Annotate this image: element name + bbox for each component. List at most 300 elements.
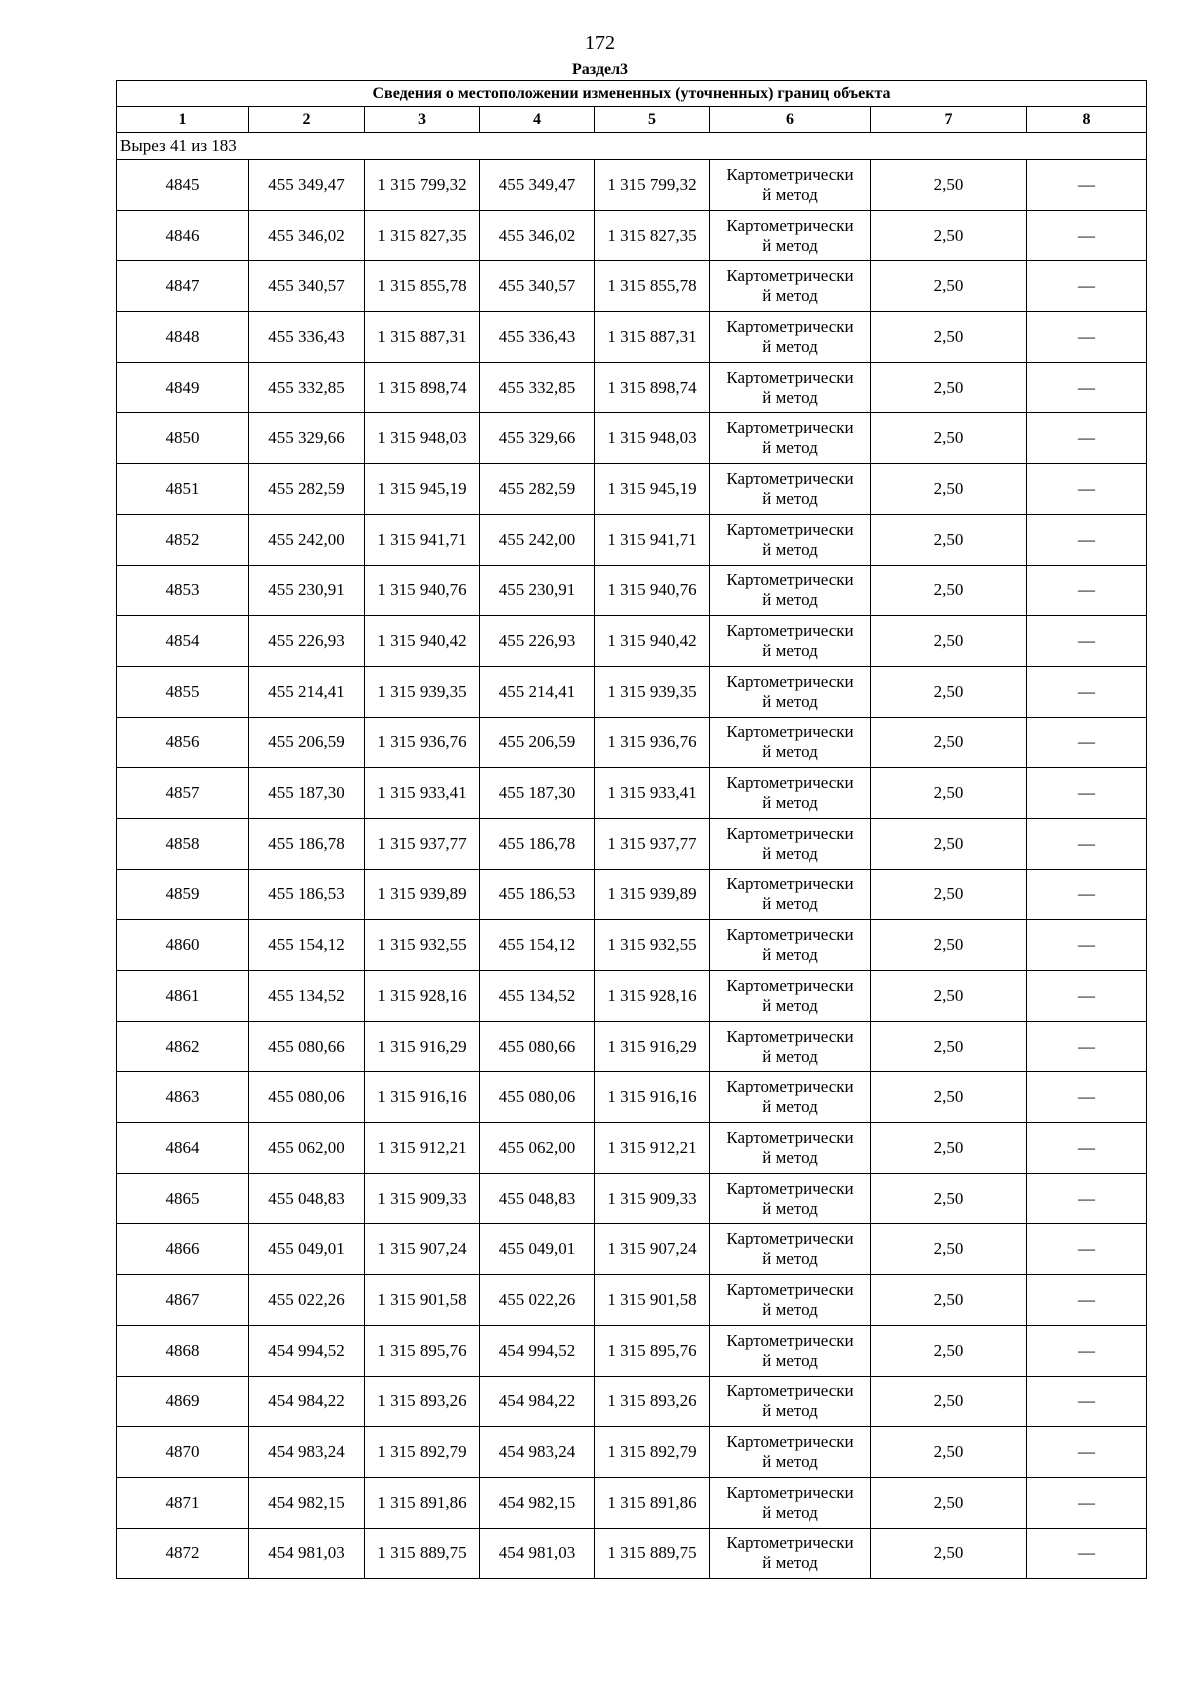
method-line-2: й метод — [762, 843, 818, 863]
accuracy-cell: 2,50 — [871, 1173, 1027, 1224]
method-line-1: Картометрически — [726, 874, 854, 894]
y-value-cell: 1 315 912,21 — [365, 1123, 480, 1174]
note-cell: — — [1027, 920, 1147, 971]
y-value-cell: 1 315 799,32 — [595, 160, 710, 211]
y-value-cell: 1 315 939,35 — [595, 666, 710, 717]
y-value-cell: 1 315 887,31 — [365, 312, 480, 363]
table-body — [117, 133, 1147, 1579]
x-value-cell: 455 134,52 — [249, 971, 365, 1022]
point-number-cell: 4852 — [117, 514, 249, 565]
note-cell: — — [1027, 717, 1147, 768]
point-number-cell: 4847 — [117, 261, 249, 312]
x-value-cell: 455 186,53 — [480, 869, 595, 920]
table-row — [117, 717, 1147, 768]
method-cell — [710, 1477, 871, 1528]
table-row — [117, 1528, 1147, 1579]
method-line-1: Картометрически — [726, 773, 854, 793]
y-value-cell: 1 315 916,29 — [595, 1021, 710, 1072]
method-cell — [710, 717, 871, 768]
y-value-cell: 1 315 945,19 — [365, 464, 480, 515]
method-line-2: й метод — [762, 1097, 818, 1117]
y-value-cell: 1 315 898,74 — [595, 362, 710, 413]
method-cell — [710, 565, 871, 616]
point-number-cell: 4858 — [117, 818, 249, 869]
y-value-cell: 1 315 855,78 — [595, 261, 710, 312]
accuracy-cell: 2,50 — [871, 666, 1027, 717]
method-line-1: Картометрически — [726, 1279, 854, 1299]
x-value-cell: 455 349,47 — [480, 160, 595, 211]
note-cell: — — [1027, 1528, 1147, 1579]
method-line-1: Картометрически — [726, 1026, 854, 1046]
method-line-2: й метод — [762, 1553, 818, 1573]
method-cell — [710, 666, 871, 717]
method-line-2: й метод — [762, 387, 818, 407]
x-value-cell: 455 214,41 — [480, 666, 595, 717]
method-line-2: й метод — [762, 235, 818, 255]
x-value-cell: 455 187,30 — [249, 768, 365, 819]
y-value-cell: 1 315 893,26 — [365, 1376, 480, 1427]
accuracy-cell: 2,50 — [871, 312, 1027, 363]
x-value-cell: 455 134,52 — [480, 971, 595, 1022]
accuracy-cell: 2,50 — [871, 1021, 1027, 1072]
method-line-1: Картометрически — [726, 671, 854, 691]
method-line-1: Картометрически — [726, 418, 854, 438]
x-value-cell: 455 226,93 — [249, 616, 365, 667]
point-number-cell: 4848 — [117, 312, 249, 363]
table-row — [117, 1325, 1147, 1376]
y-value-cell: 1 315 909,33 — [365, 1173, 480, 1224]
x-value-cell: 455 186,78 — [249, 818, 365, 869]
point-number-cell: 4864 — [117, 1123, 249, 1174]
x-value-cell: 455 080,06 — [249, 1072, 365, 1123]
note-cell: — — [1027, 312, 1147, 363]
table-row — [117, 312, 1147, 363]
point-number-cell: 4866 — [117, 1224, 249, 1275]
x-value-cell: 455 049,01 — [480, 1224, 595, 1275]
accuracy-cell: 2,50 — [871, 920, 1027, 971]
accuracy-cell: 2,50 — [871, 160, 1027, 211]
x-value-cell: 455 022,26 — [249, 1275, 365, 1326]
method-cell — [710, 1325, 871, 1376]
accuracy-cell: 2,50 — [871, 616, 1027, 667]
point-number-cell: 4870 — [117, 1427, 249, 1478]
column-number-7: 7 — [871, 107, 1027, 133]
y-value-cell: 1 315 928,16 — [365, 971, 480, 1022]
method-line-1: Картометрически — [726, 570, 854, 590]
y-value-cell: 1 315 948,03 — [595, 413, 710, 464]
y-value-cell: 1 315 891,86 — [595, 1477, 710, 1528]
point-number-cell: 4860 — [117, 920, 249, 971]
accuracy-cell: 2,50 — [871, 1072, 1027, 1123]
method-line-1: Картометрически — [726, 621, 854, 641]
point-number-cell: 4855 — [117, 666, 249, 717]
method-line-1: Картометрически — [726, 1381, 854, 1401]
y-value-cell: 1 315 898,74 — [365, 362, 480, 413]
x-value-cell: 455 206,59 — [249, 717, 365, 768]
y-value-cell: 1 315 928,16 — [595, 971, 710, 1022]
point-number-cell: 4863 — [117, 1072, 249, 1123]
note-cell: — — [1027, 768, 1147, 819]
accuracy-cell: 2,50 — [871, 261, 1027, 312]
y-value-cell: 1 315 916,29 — [365, 1021, 480, 1072]
table-row — [117, 666, 1147, 717]
method-line-2: й метод — [762, 742, 818, 762]
table-row — [117, 1376, 1147, 1427]
x-value-cell: 454 984,22 — [249, 1376, 365, 1427]
point-number-cell: 4872 — [117, 1528, 249, 1579]
x-value-cell: 455 187,30 — [480, 768, 595, 819]
point-number-cell: 4859 — [117, 869, 249, 920]
method-line-2: й метод — [762, 336, 818, 356]
x-value-cell: 454 983,24 — [249, 1427, 365, 1478]
x-value-cell: 454 994,52 — [480, 1325, 595, 1376]
page-number: 172 — [585, 32, 615, 54]
note-cell: — — [1027, 616, 1147, 667]
x-value-cell: 455 242,00 — [249, 514, 365, 565]
y-value-cell: 1 315 827,35 — [365, 210, 480, 261]
method-line-2: й метод — [762, 1147, 818, 1167]
y-value-cell: 1 315 855,78 — [365, 261, 480, 312]
note-cell: — — [1027, 1427, 1147, 1478]
y-value-cell: 1 315 901,58 — [595, 1275, 710, 1326]
method-cell — [710, 920, 871, 971]
method-cell — [710, 362, 871, 413]
method-line-2: й метод — [762, 1198, 818, 1218]
method-cell — [710, 261, 871, 312]
x-value-cell: 455 049,01 — [249, 1224, 365, 1275]
table-row — [117, 160, 1147, 211]
y-value-cell: 1 315 889,75 — [595, 1528, 710, 1579]
table-row — [117, 1123, 1147, 1174]
y-value-cell: 1 315 889,75 — [365, 1528, 480, 1579]
method-line-2: й метод — [762, 1401, 818, 1421]
x-value-cell: 454 982,15 — [249, 1477, 365, 1528]
method-line-1: Картометрически — [726, 1482, 854, 1502]
accuracy-cell: 2,50 — [871, 818, 1027, 869]
y-value-cell: 1 315 933,41 — [595, 768, 710, 819]
note-cell: — — [1027, 565, 1147, 616]
accuracy-cell: 2,50 — [871, 869, 1027, 920]
table-row — [117, 818, 1147, 869]
method-line-2: й метод — [762, 286, 818, 306]
point-number-cell: 4851 — [117, 464, 249, 515]
column-number-6: 6 — [710, 107, 871, 133]
point-number-cell: 4871 — [117, 1477, 249, 1528]
method-line-2: й метод — [762, 641, 818, 661]
y-value-cell: 1 315 936,76 — [595, 717, 710, 768]
y-value-cell: 1 315 916,16 — [595, 1072, 710, 1123]
point-number-cell: 4849 — [117, 362, 249, 413]
method-cell — [710, 1427, 871, 1478]
y-value-cell: 1 315 912,21 — [595, 1123, 710, 1174]
accuracy-cell: 2,50 — [871, 1528, 1027, 1579]
accuracy-cell: 2,50 — [871, 1427, 1027, 1478]
method-line-1: Картометрически — [726, 367, 854, 387]
y-value-cell: 1 315 932,55 — [595, 920, 710, 971]
y-value-cell: 1 315 907,24 — [365, 1224, 480, 1275]
method-cell — [710, 1528, 871, 1579]
note-cell: — — [1027, 1021, 1147, 1072]
note-cell: — — [1027, 1477, 1147, 1528]
y-value-cell: 1 315 907,24 — [595, 1224, 710, 1275]
section-title: Раздел3 — [571, 61, 629, 78]
point-number-cell: 4868 — [117, 1325, 249, 1376]
table-row — [117, 261, 1147, 312]
note-cell: — — [1027, 261, 1147, 312]
method-line-1: Картометрически — [726, 266, 854, 286]
method-cell — [710, 413, 871, 464]
y-value-cell: 1 315 932,55 — [365, 920, 480, 971]
method-line-1: Картометрически — [726, 468, 854, 488]
y-value-cell: 1 315 941,71 — [365, 514, 480, 565]
method-cell — [710, 768, 871, 819]
y-value-cell: 1 315 936,76 — [365, 717, 480, 768]
excerpt-label: Вырез 41 из 183 — [117, 133, 1147, 160]
x-value-cell: 455 048,83 — [480, 1173, 595, 1224]
method-cell — [710, 971, 871, 1022]
x-value-cell: 455 282,59 — [249, 464, 365, 515]
point-number-cell: 4845 — [117, 160, 249, 211]
column-number-5: 5 — [595, 107, 710, 133]
y-value-cell: 1 315 940,42 — [595, 616, 710, 667]
column-number-3: 3 — [365, 107, 480, 133]
method-cell — [710, 464, 871, 515]
x-value-cell: 455 336,43 — [480, 312, 595, 363]
accuracy-cell: 2,50 — [871, 1224, 1027, 1275]
y-value-cell: 1 315 799,32 — [365, 160, 480, 211]
accuracy-cell: 2,50 — [871, 1275, 1027, 1326]
method-line-2: й метод — [762, 184, 818, 204]
y-value-cell: 1 315 941,71 — [595, 514, 710, 565]
method-line-1: Картометрически — [726, 164, 854, 184]
x-value-cell: 455 329,66 — [480, 413, 595, 464]
note-cell: — — [1027, 971, 1147, 1022]
y-value-cell: 1 315 887,31 — [595, 312, 710, 363]
x-value-cell: 454 982,15 — [480, 1477, 595, 1528]
method-line-2: й метод — [762, 691, 818, 711]
table-row — [117, 210, 1147, 261]
table-row — [117, 362, 1147, 413]
table-row — [117, 920, 1147, 971]
method-line-1: Картометрически — [726, 823, 854, 843]
method-line-2: й метод — [762, 1249, 818, 1269]
table-row — [117, 1224, 1147, 1275]
method-line-1: Картометрически — [726, 1127, 854, 1147]
table-row — [117, 413, 1147, 464]
column-number-8: 8 — [1027, 107, 1147, 133]
y-value-cell: 1 315 945,19 — [595, 464, 710, 515]
method-line-1: Картометрически — [726, 1229, 854, 1249]
note-cell: — — [1027, 869, 1147, 920]
column-number-1: 1 — [117, 107, 249, 133]
table-caption: Сведения о местоположении измененных (уточненных) границ объекта — [117, 81, 1147, 107]
y-value-cell: 1 315 937,77 — [365, 818, 480, 869]
method-line-2: й метод — [762, 945, 818, 965]
method-line-2: й метод — [762, 539, 818, 559]
method-line-1: Картометрически — [726, 1432, 854, 1452]
accuracy-cell: 2,50 — [871, 1376, 1027, 1427]
note-cell: — — [1027, 464, 1147, 515]
x-value-cell: 455 230,91 — [480, 565, 595, 616]
note-cell: — — [1027, 514, 1147, 565]
table-row — [117, 1072, 1147, 1123]
accuracy-cell: 2,50 — [871, 565, 1027, 616]
x-value-cell: 455 080,66 — [480, 1021, 595, 1072]
method-line-2: й метод — [762, 1502, 818, 1522]
method-line-1: Картометрически — [726, 1178, 854, 1198]
method-cell — [710, 869, 871, 920]
note-cell: — — [1027, 1376, 1147, 1427]
x-value-cell: 455 226,93 — [480, 616, 595, 667]
accuracy-cell: 2,50 — [871, 1477, 1027, 1528]
point-number-cell: 4850 — [117, 413, 249, 464]
accuracy-cell: 2,50 — [871, 717, 1027, 768]
y-value-cell: 1 315 827,35 — [595, 210, 710, 261]
method-line-2: й метод — [762, 1299, 818, 1319]
method-line-2: й метод — [762, 1452, 818, 1472]
method-line-1: Картометрически — [726, 215, 854, 235]
method-cell — [710, 1275, 871, 1326]
note-cell: — — [1027, 666, 1147, 717]
accuracy-cell: 2,50 — [871, 210, 1027, 261]
method-cell — [710, 160, 871, 211]
table-row — [117, 464, 1147, 515]
method-cell — [710, 312, 871, 363]
y-value-cell: 1 315 948,03 — [365, 413, 480, 464]
note-cell: — — [1027, 1173, 1147, 1224]
x-value-cell: 455 346,02 — [480, 210, 595, 261]
point-number-cell: 4857 — [117, 768, 249, 819]
x-value-cell: 455 048,83 — [249, 1173, 365, 1224]
x-value-cell: 455 186,53 — [249, 869, 365, 920]
x-value-cell: 455 349,47 — [249, 160, 365, 211]
y-value-cell: 1 315 939,89 — [595, 869, 710, 920]
accuracy-cell: 2,50 — [871, 768, 1027, 819]
method-line-1: Картометрически — [726, 722, 854, 742]
table-row — [117, 1427, 1147, 1478]
method-line-1: Картометрически — [726, 519, 854, 539]
note-cell: — — [1027, 1325, 1147, 1376]
x-value-cell: 454 981,03 — [249, 1528, 365, 1579]
point-number-cell: 4869 — [117, 1376, 249, 1427]
column-number-4: 4 — [480, 107, 595, 133]
accuracy-cell: 2,50 — [871, 1123, 1027, 1174]
point-number-cell: 4865 — [117, 1173, 249, 1224]
method-line-1: Картометрически — [726, 316, 854, 336]
x-value-cell: 455 336,43 — [249, 312, 365, 363]
x-value-cell: 455 080,06 — [480, 1072, 595, 1123]
y-value-cell: 1 315 892,79 — [365, 1427, 480, 1478]
note-cell: — — [1027, 818, 1147, 869]
x-value-cell: 455 346,02 — [249, 210, 365, 261]
accuracy-cell: 2,50 — [871, 514, 1027, 565]
y-value-cell: 1 315 940,76 — [595, 565, 710, 616]
method-line-1: Картометрически — [726, 1330, 854, 1350]
x-value-cell: 455 332,85 — [249, 362, 365, 413]
method-cell — [710, 1173, 871, 1224]
note-cell: — — [1027, 1123, 1147, 1174]
note-cell: — — [1027, 362, 1147, 413]
coordinates-table — [116, 80, 1147, 1579]
x-value-cell: 454 983,24 — [480, 1427, 595, 1478]
x-value-cell: 455 154,12 — [480, 920, 595, 971]
method-line-2: й метод — [762, 488, 818, 508]
method-cell — [710, 210, 871, 261]
y-value-cell: 1 315 940,76 — [365, 565, 480, 616]
table-row — [117, 1275, 1147, 1326]
point-number-cell: 4862 — [117, 1021, 249, 1072]
point-number-cell: 4854 — [117, 616, 249, 667]
x-value-cell: 455 329,66 — [249, 413, 365, 464]
x-value-cell: 455 022,26 — [480, 1275, 595, 1326]
x-value-cell: 455 340,57 — [249, 261, 365, 312]
point-number-cell: 4856 — [117, 717, 249, 768]
method-cell — [710, 1376, 871, 1427]
method-line-2: й метод — [762, 1046, 818, 1066]
y-value-cell: 1 315 939,35 — [365, 666, 480, 717]
method-line-2: й метод — [762, 995, 818, 1015]
y-value-cell: 1 315 933,41 — [365, 768, 480, 819]
y-value-cell: 1 315 937,77 — [595, 818, 710, 869]
x-value-cell: 455 206,59 — [480, 717, 595, 768]
method-line-2: й метод — [762, 590, 818, 610]
table-row — [117, 514, 1147, 565]
note-cell: — — [1027, 210, 1147, 261]
method-cell — [710, 1021, 871, 1072]
method-cell — [710, 514, 871, 565]
note-cell: — — [1027, 160, 1147, 211]
table-row — [117, 869, 1147, 920]
x-value-cell: 455 242,00 — [480, 514, 595, 565]
point-number-cell: 4861 — [117, 971, 249, 1022]
table-row — [117, 1173, 1147, 1224]
x-value-cell: 454 981,03 — [480, 1528, 595, 1579]
method-line-2: й метод — [762, 438, 818, 458]
table-row — [117, 1477, 1147, 1528]
table-row — [117, 768, 1147, 819]
note-cell: — — [1027, 1072, 1147, 1123]
y-value-cell: 1 315 901,58 — [365, 1275, 480, 1326]
y-value-cell: 1 315 891,86 — [365, 1477, 480, 1528]
table-row — [117, 971, 1147, 1022]
y-value-cell: 1 315 939,89 — [365, 869, 480, 920]
y-value-cell: 1 315 916,16 — [365, 1072, 480, 1123]
x-value-cell: 455 332,85 — [480, 362, 595, 413]
method-cell — [710, 616, 871, 667]
y-value-cell: 1 315 895,76 — [365, 1325, 480, 1376]
x-value-cell: 455 062,00 — [480, 1123, 595, 1174]
method-line-2: й метод — [762, 1350, 818, 1370]
x-value-cell: 455 214,41 — [249, 666, 365, 717]
y-value-cell: 1 315 940,42 — [365, 616, 480, 667]
note-cell: — — [1027, 1275, 1147, 1326]
note-cell: — — [1027, 413, 1147, 464]
point-number-cell: 4867 — [117, 1275, 249, 1326]
x-value-cell: 455 154,12 — [249, 920, 365, 971]
method-line-2: й метод — [762, 793, 818, 813]
method-cell — [710, 818, 871, 869]
accuracy-cell: 2,50 — [871, 362, 1027, 413]
accuracy-cell: 2,50 — [871, 413, 1027, 464]
method-cell — [710, 1072, 871, 1123]
x-value-cell: 454 994,52 — [249, 1325, 365, 1376]
point-number-cell: 4853 — [117, 565, 249, 616]
method-line-1: Картометрически — [726, 925, 854, 945]
x-value-cell: 455 186,78 — [480, 818, 595, 869]
x-value-cell: 455 062,00 — [249, 1123, 365, 1174]
method-line-1: Картометрически — [726, 1533, 854, 1553]
note-cell: — — [1027, 1224, 1147, 1275]
